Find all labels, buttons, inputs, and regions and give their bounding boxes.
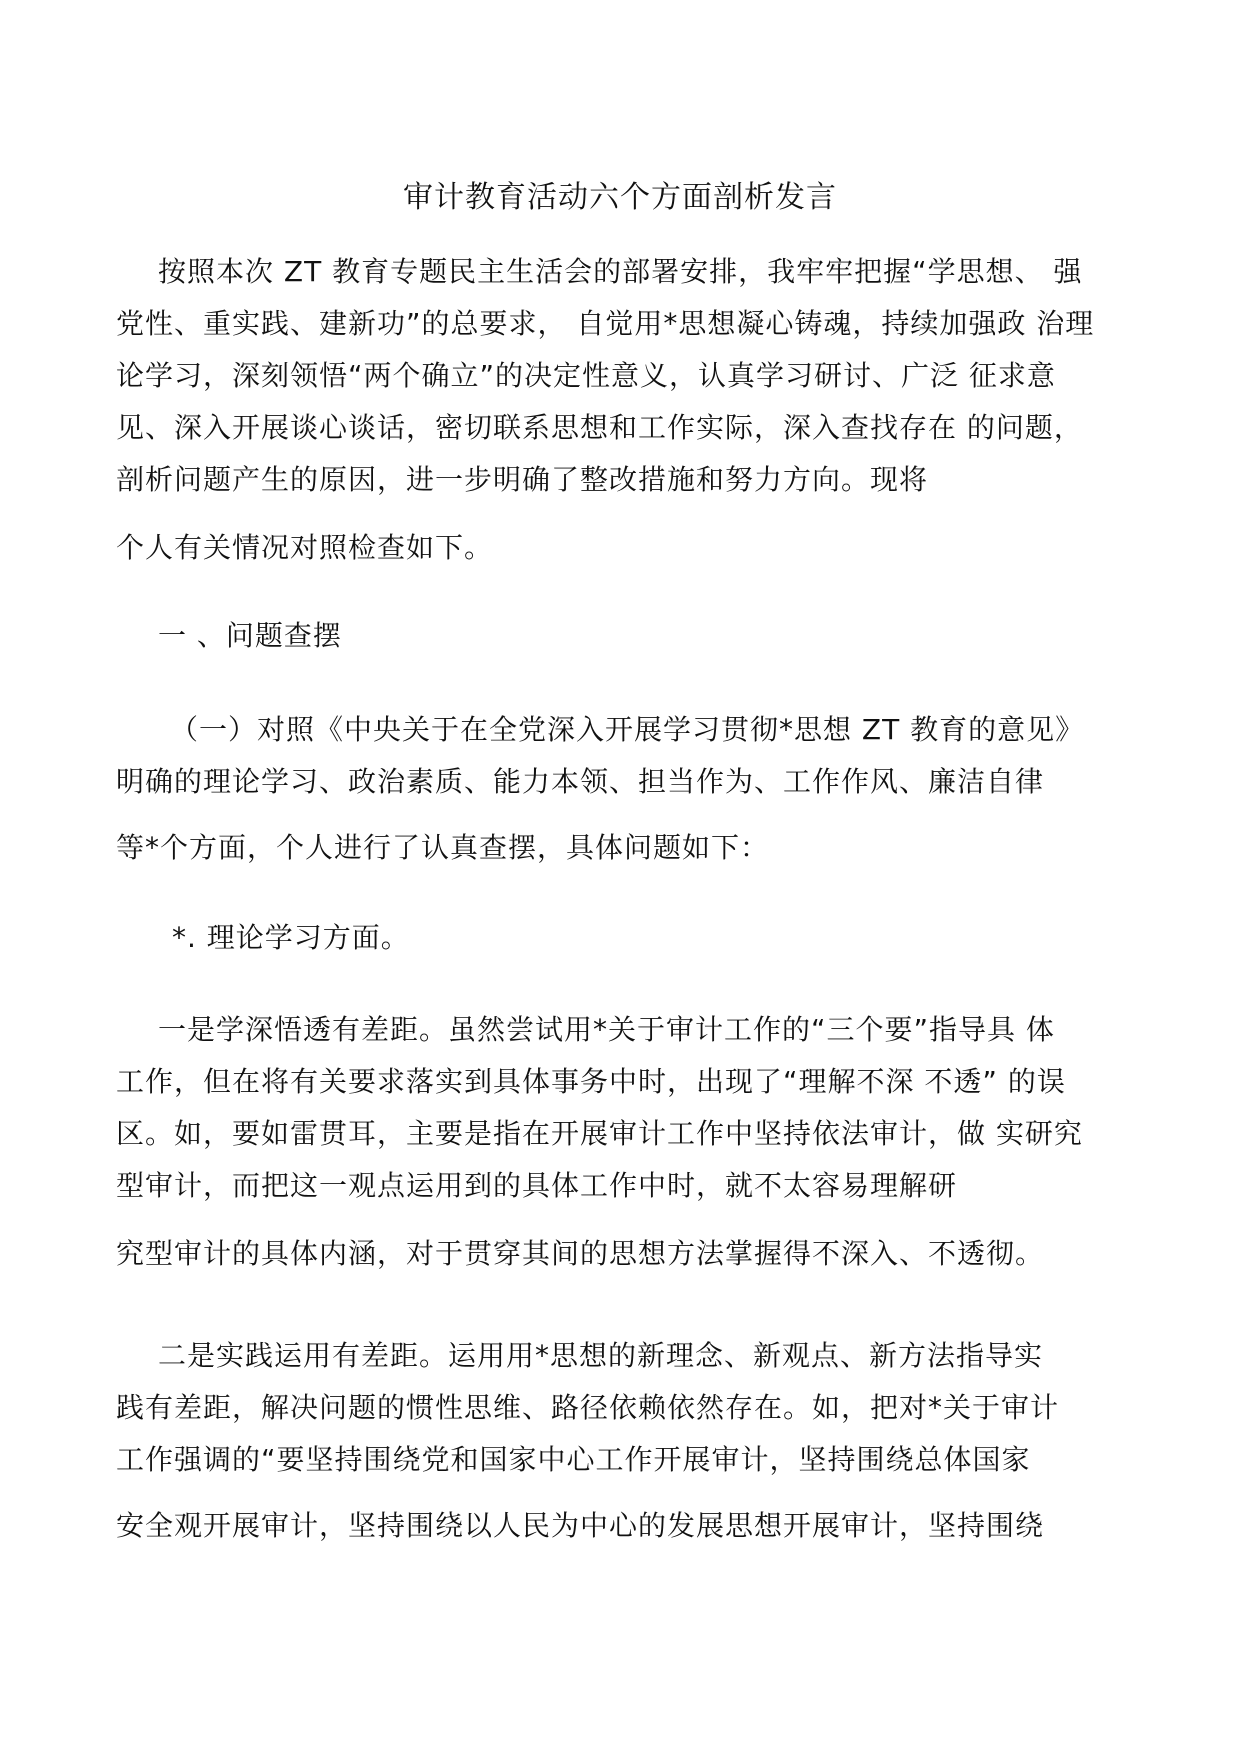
- paragraph-2-line-3: 工作强调的“要坚持围绕党和国家中心工作开展审计，坚持围绕总体国家: [116, 1443, 1031, 1476]
- intro-line-2: 党性、重实践、建新功”的总要求， 自觉用*思想凝心铸魂，持续加强政 治理: [116, 307, 1095, 340]
- paragraph-1-line-3: 区。如，要如雷贯耳，主要是指在开展审计工作中坚持依法审计，做 实研究: [116, 1117, 1083, 1150]
- subsection-line-2: 明确的理论学习、政治素质、能力本领、担当作为、工作作风、廉洁自律: [116, 765, 1045, 798]
- paragraph-1-line-1: 一是学深悟透有差距。虽然尝试用*关于审计工作的“三个要”指导具 体: [158, 1013, 1055, 1046]
- intro-line-3: 论学习，深刻领悟“两个确立”的决定性意义，认真学习研讨、广泛 征求意: [116, 359, 1056, 392]
- section-heading: 一 、问题查摆: [158, 619, 342, 652]
- intro-line-1: 按照本次 ZT 教育专题民主生活会的部署安排，我牢牢把握“学思想、 强: [158, 255, 1083, 288]
- item-heading: *. 理论学习方面。: [172, 921, 410, 954]
- paragraph-1-line-5: 究型审计的具体内涵，对于贯穿其间的思想方法掌握得不深入、不透彻。: [116, 1237, 1045, 1270]
- subsection-line-1: （一）对照《中央关于在全党深入开展学习贯彻*思想 ZT 教育的意见》: [170, 713, 1085, 746]
- paragraph-2-line-4: 安全观开展审计，坚持围绕以人民为中心的发展思想开展审计，坚持围绕: [116, 1509, 1045, 1542]
- intro-line-5: 剖析问题产生的原因，进一步明确了整改措施和努力方向。现将: [116, 463, 929, 496]
- intro-line-4: 见、深入开展谈心谈话，密切联系思想和工作实际，深入查找存在 的问题，: [116, 411, 1083, 444]
- paragraph-1-line-2: 工作，但在将有关要求落实到具体事务中时，出现了“理解不深 不透” 的误: [116, 1065, 1066, 1098]
- paragraph-1-line-4: 型审计，而把这一观点运用到的具体工作中时，就不太容易理解研: [116, 1169, 958, 1202]
- document-title: 审计教育活动六个方面剖析发言: [403, 180, 837, 215]
- paragraph-2-line-2: 践有差距，解决问题的惯性思维、路径依赖依然存在。如，把对*关于审计: [116, 1391, 1060, 1424]
- subsection-line-3: 等*个方面，个人进行了认真查摆，具体问题如下：: [116, 831, 770, 864]
- intro-line-6: 个人有关情况对照检查如下。: [116, 531, 494, 564]
- paragraph-2-line-1: 二是实践运用有差距。运用用*思想的新理念、新观点、新方法指导实: [158, 1339, 1044, 1372]
